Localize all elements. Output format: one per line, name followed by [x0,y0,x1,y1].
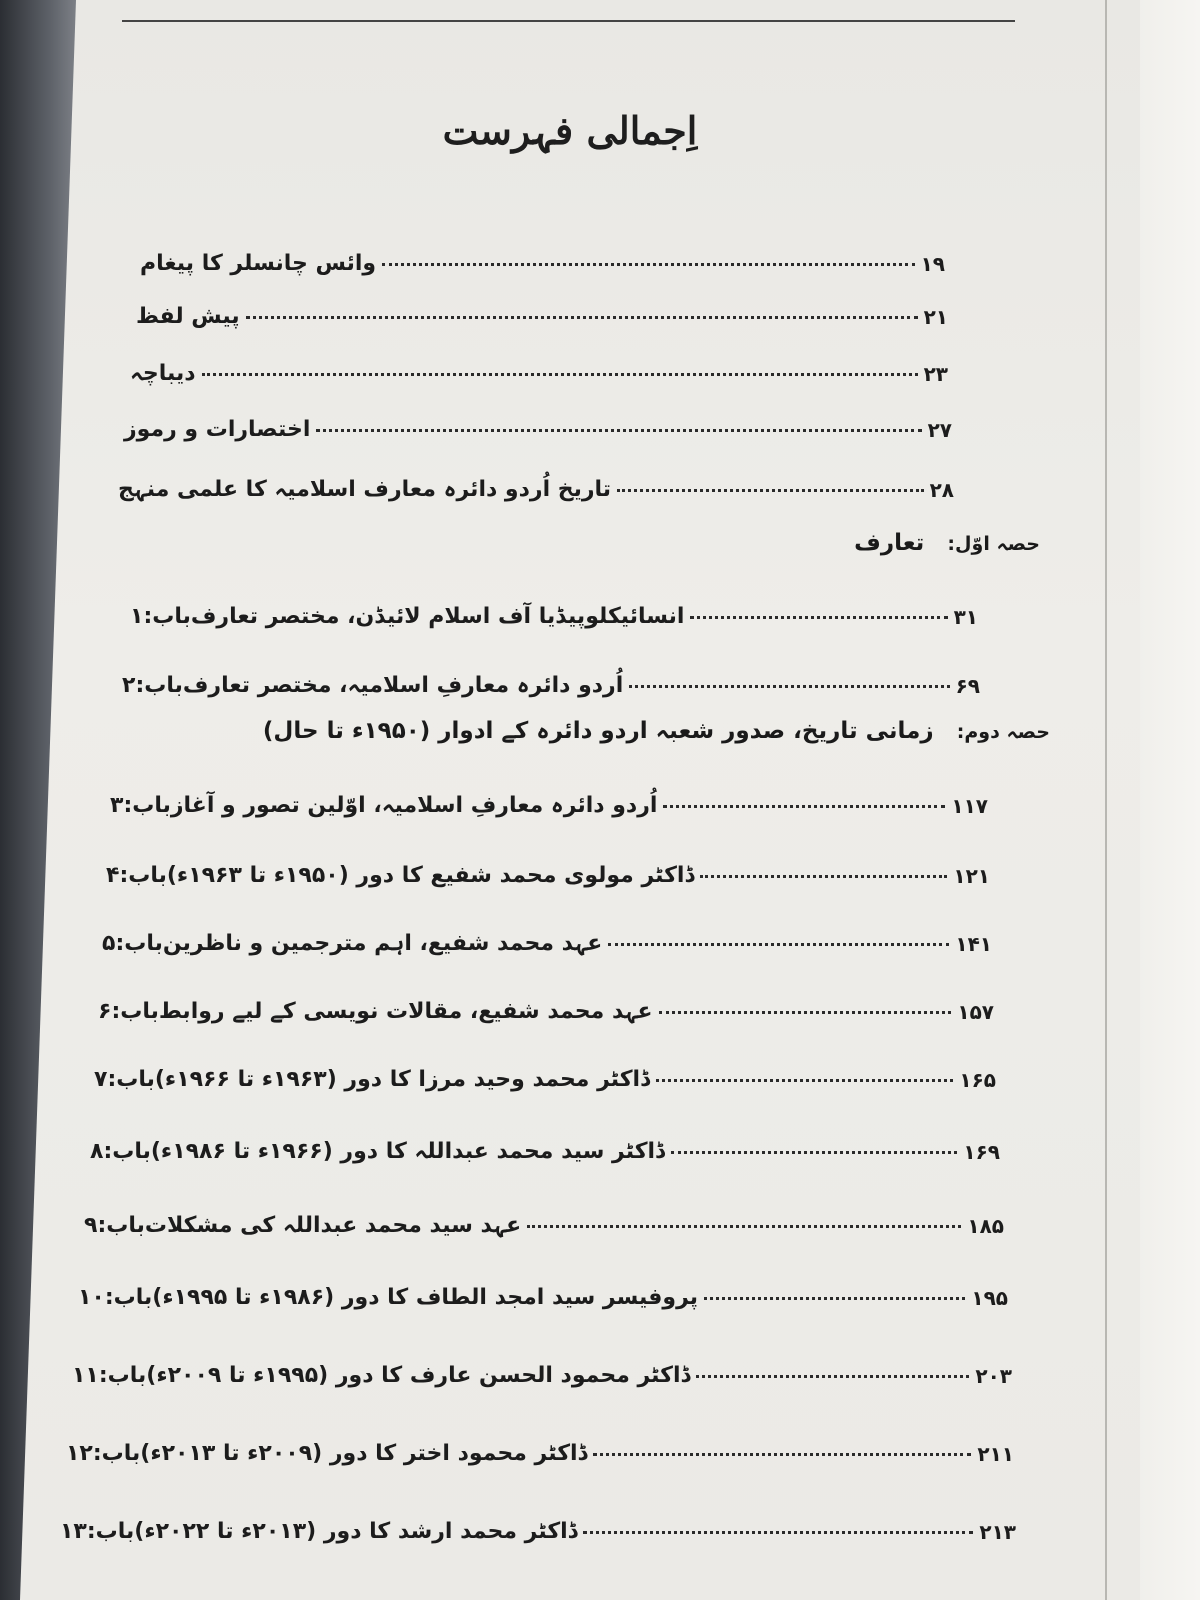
section-heading [854,530,1040,556]
chapter-page: ۱۴۱ [955,932,992,956]
chapter-title: انسائیکلوپیڈیا آف اسلام لائیڈن، مختصر تعارف [190,604,685,629]
chapter-page: ۲۱۱ [977,1442,1014,1466]
chapter-title: پروفیسر سید امجد الطاف کا دور (۱۹۸۶ء تا ۱۹۹۵ء) [152,1285,699,1310]
toc-entry-label: تاریخ اُردو دائرہ معارف اسلامیہ کا علمی منہج [118,477,612,502]
chapter-title: ڈاکٹر مولوی محمد شفیع کا دور (۱۹۵۰ء تا ۱۹۶۳ء) [166,863,695,888]
chapter-number: باب:۱۱ [72,1363,147,1388]
dot-leader [316,429,921,432]
chapter-title: ڈاکٹر محمد ارشد کا دور (۲۰۱۳ء تا ۲۰۲۲ء) [134,1519,578,1544]
page-edge [1105,0,1107,1600]
section-heading [263,718,1050,744]
toc-chapter [50,1342,1012,1388]
dot-leader [696,1375,969,1378]
chapter-page: ۱۶۹ [963,1140,1000,1164]
chapter-number: باب:۵ [102,931,163,956]
toc-chapter [62,1192,1004,1238]
chapter-number: باب:۴ [106,863,167,888]
chapter-page: ۱۶۵ [959,1068,996,1092]
header-rule [122,20,1015,22]
toc-entry-page: ۲۷ [927,418,952,442]
chapter-page: ۱۲۱ [953,864,990,888]
toc-chapter [108,583,978,629]
toc-chapter [84,842,990,888]
toc-chapter [38,1498,1016,1544]
chapter-title: اُردو دائرہ معارفِ اسلامیہ، مختصر تعارف [182,673,624,698]
chapter-number: باب:۱ [130,604,191,629]
chapter-number: باب:۷ [94,1067,155,1092]
section-title: زمانی تاریخ، صدور شعبہ اردو دائرہ کے ادوار (۱۹۵۰ء تا حال) [262,718,934,744]
chapter-number: باب:۲ [122,673,183,698]
section-title: تعارف [854,530,925,556]
dot-leader [663,805,945,808]
toc-chapter [68,1118,1000,1164]
chapter-page: ۲۰۳ [975,1364,1012,1388]
toc-chapter [72,1046,996,1092]
section-label: حصہ اوّل: [947,533,1040,555]
dot-leader [583,1531,973,1534]
chapter-page: ۱۱۷ [951,794,988,818]
toc-chapter [56,1264,1008,1310]
dot-leader [671,1151,958,1154]
chapter-page: ۱۹۵ [971,1286,1008,1310]
chapter-number: باب:۳ [110,793,171,818]
chapter-title: ڈاکٹر سید محمد عبداللہ کا دور (۱۹۶۶ء تا ۱۹۸۶ء) [150,1139,665,1164]
chapter-page: ۶۹ [955,674,980,698]
toc-entry-label: پیش لفظ [136,304,240,329]
chapter-title: اُردو دائرہ معارفِ اسلامیہ، اوّلین تصور و آغاز [170,793,658,818]
toc-entry-label: اختصارات و رموز [124,417,311,442]
toc-entry [130,340,948,386]
section-label: حصہ دوم: [956,721,1050,743]
chapter-title: ڈاکٹر محمود اختر کا دور (۲۰۰۹ء تا ۲۰۱۳ء) [140,1441,588,1466]
chapter-title: عہد سید محمد عبداللہ کی مشکلات [144,1213,522,1238]
chapter-page: ۱۵۷ [957,1000,994,1024]
dot-leader [656,1079,953,1082]
page-title: اِجمالی فہرست [442,108,698,153]
toc-chapter [80,910,992,956]
dot-leader [382,263,914,266]
chapter-number: باب:۶ [98,999,159,1024]
toc-entry-page: ۲۸ [929,478,954,502]
toc-entry-label: دیباچہ [130,361,196,386]
chapter-title: عہد محمد شفیع، مقالات نویسی کے لیے روابط [158,999,653,1024]
toc-entry [118,456,954,502]
toc-entry-page: ۲۳ [923,362,948,386]
dot-leader [690,616,947,619]
dot-leader [704,1297,965,1300]
toc-entry-label: وائس چانسلر کا پیغام [140,251,377,276]
dot-leader [246,316,918,319]
chapter-number: باب:۱۲ [66,1441,141,1466]
chapter-title: ڈاکٹر محمد وحید مرزا کا دور (۱۹۶۳ء تا ۱۹۶۶ء) [154,1067,650,1092]
toc-entry [136,283,948,329]
toc-chapter [88,772,988,818]
toc-entry [140,230,945,276]
chapter-page: ۱۸۵ [967,1214,1004,1238]
chapter-number: باب:۹ [84,1213,145,1238]
chapter-number: باب:۱۰ [78,1285,153,1310]
toc-entry-page: ۲۱ [923,305,948,329]
toc-chapter [44,1420,1014,1466]
chapter-page: ۲۱۳ [979,1520,1016,1544]
chapter-number: باب:۸ [90,1139,151,1164]
dot-leader [593,1453,971,1456]
chapter-title: عہد محمد شفیع، اہم مترجمین و ناظرین [162,931,603,956]
dot-leader [202,373,918,376]
dot-leader [700,875,947,878]
toc-chapter [76,978,994,1024]
dot-leader [617,489,924,492]
dot-leader [659,1011,952,1014]
dot-leader [608,943,949,946]
toc-entry-page: ۱۹ [920,252,945,276]
chapter-number: باب:۱۳ [60,1519,135,1544]
chapter-page: ۳۱ [953,605,978,629]
dot-leader [629,685,949,688]
dot-leader [527,1225,961,1228]
chapter-title: ڈاکٹر محمود الحسن عارف کا دور (۱۹۹۵ء تا ۲۰۰۹ء) [146,1363,691,1388]
toc-entry [124,396,952,442]
toc-chapter [100,652,980,698]
